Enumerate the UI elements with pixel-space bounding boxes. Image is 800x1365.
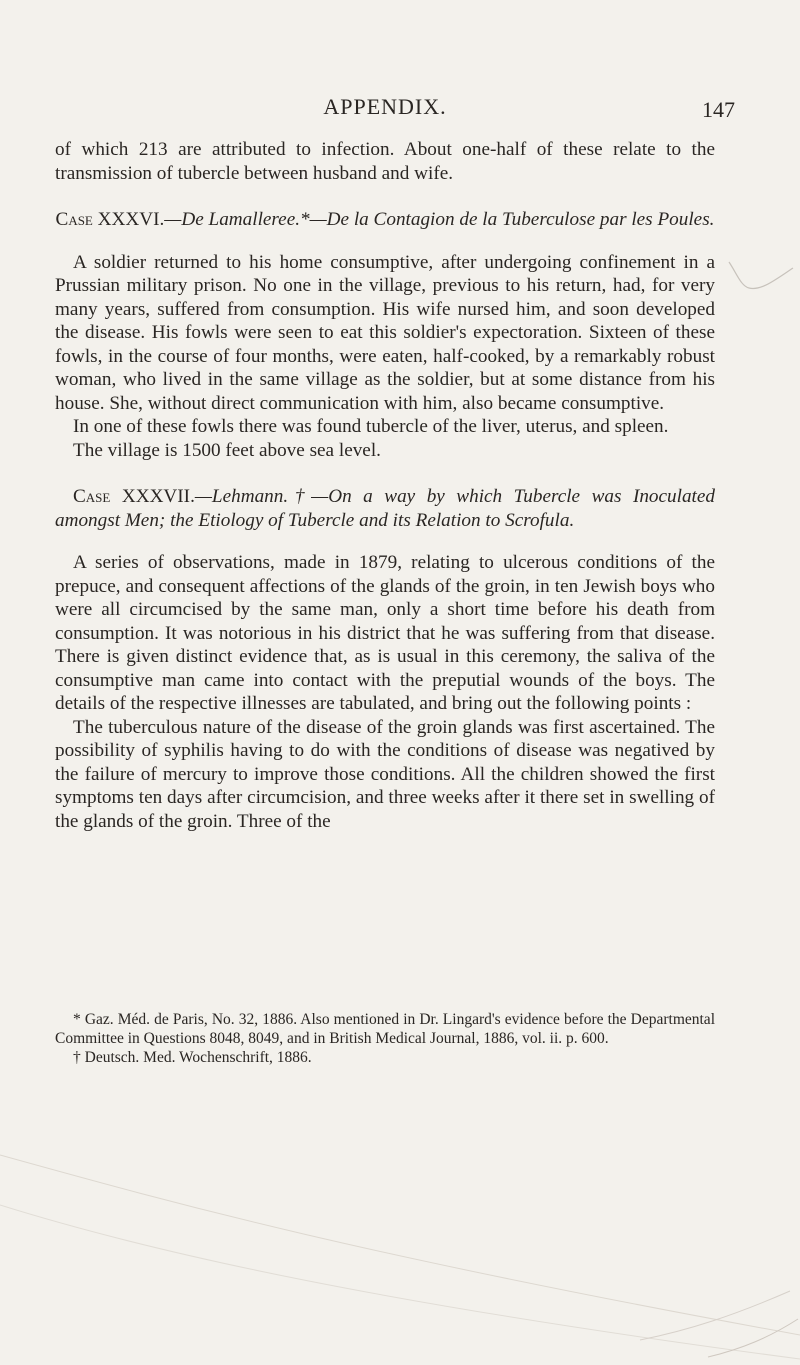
- page-curl-shadow: [0, 1135, 800, 1365]
- footnotes: [55, 1010, 715, 1067]
- running-head: APPENDIX.: [323, 94, 447, 119]
- case-37-label: Case XXXVII.: [73, 486, 195, 507]
- margin-curve-icon: [727, 258, 795, 294]
- main-text: [55, 138, 715, 833]
- paragraph-3: In one of these fowls there was found tubercle of the liver, uterus, and spleen.: [73, 416, 669, 437]
- paragraph-6: The tuberculous nature of the disease of the groin glands was first ascertained. The possibility of syphilis having to do with the conditions of disease was negatived by the failure of mercury to improve those conditions. All the children showed the first symptoms ten days after circumcision, and three weeks after it there set in swelling of the glands of the groin. Three of the: [55, 716, 715, 832]
- case-37-heading: [55, 485, 715, 532]
- page-shadow-icon: [0, 1135, 800, 1365]
- paragraph-1: of which 213 are attributed to infection. About one-half of these relate to the transmission of tubercle between husband and wife.: [55, 139, 715, 184]
- case-37-title: —Lehmann.†—On a way by which Tubercle was Inoculated amongst Men; the Etiology of Tubercle and its Relation to Scrofula.: [55, 486, 715, 531]
- footnote-1: * Gaz. Méd. de Paris, No. 32, 1886. Also mentioned in Dr. Lingard's evidence before the Departmental Committee in Questions 8048, 8049, and in British Medical Journal, 1886, vol. ii. p. 600.: [55, 1011, 715, 1047]
- paragraph-2: A soldier returned to his home consumptive, after undergoing confinement in a Prussian military prison. No one in the village, previous to his return, had, for very many years, suffered from consumption. His wife nursed him, and soon developed the disease. His fowls were seen to eat this soldier's expectoration. Sixteen of these fowls, in the course of four months, were eaten, half-cooked, by a remarkably robust woman, who lived in the same village as the soldier, but at some distance from his house. She, without direct communication with him, also became consumptive.: [55, 251, 715, 414]
- page-header: [55, 94, 735, 124]
- case-36-title: —De Lamalleree.*—De la Contagion de la Tuberculose par les Poules.: [164, 209, 715, 230]
- margin-scan-mark: [727, 258, 795, 294]
- page-number: 147: [702, 97, 735, 122]
- case-36-label: Case XXXVI.: [55, 209, 165, 230]
- paragraph-4: The village is 1500 feet above sea level.: [73, 439, 381, 461]
- paragraph-5: A series of observations, made in 1879, relating to ulcerous conditions of the prepuce, and consequent affections of the glands of the groin, in ten Jewish boys who were all circumcised by the same man, only a short time before his death from consumption. It was notorious in his district that he was suffering from that disease. There is given distinct evidence that, as is usual in this ceremony, the saliva of the consumptive man came into contact with the preputial wounds of the boys. The details of the respective illnesses are tabulated, and bring out the following points :: [55, 552, 715, 714]
- footnote-2: † Deutsch. Med. Wochenschrift, 1886.: [73, 1049, 312, 1066]
- case-36-heading: [55, 208, 715, 232]
